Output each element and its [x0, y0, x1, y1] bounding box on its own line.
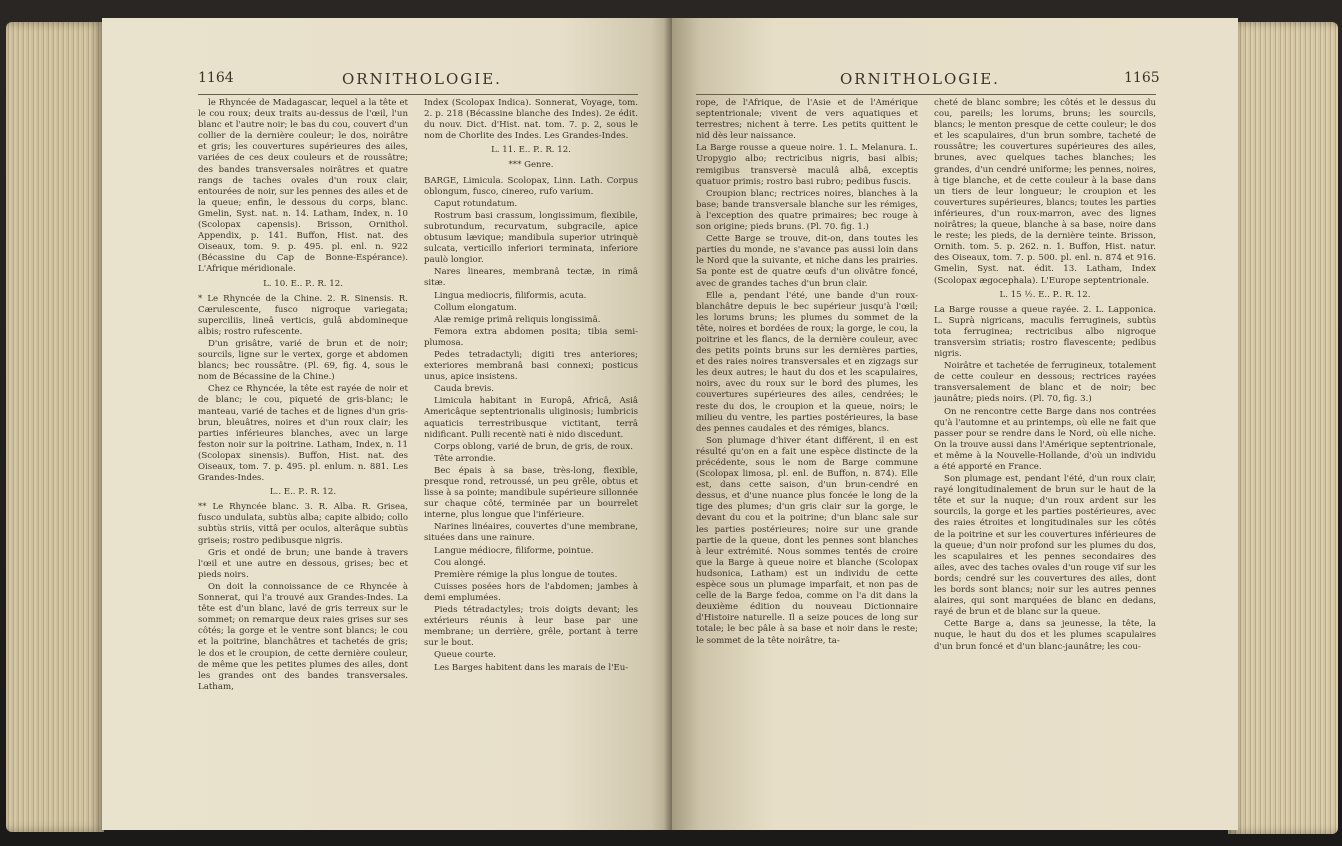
right-column-2 — [934, 98, 1156, 738]
text-paragraph: BARGE, Limicula. Scolopax, Linn. Lath. Corpus oblongum, fusco, cinereo, rufo varium. — [424, 175, 638, 197]
left-page — [102, 18, 674, 830]
left-column-1 — [198, 98, 408, 738]
text-paragraph: Rostrum basi crassum, longissimum, flexibile, subrotundum, recurvatum, subgracile, apice obtusum lævique; mandibula superior utrinquè sulcata, verticillo inferiori terminata, inferiore paulò longior. — [424, 210, 638, 266]
text-paragraph: Corps oblong, varié de brun, de gris, de roux. — [434, 441, 633, 452]
right-page — [672, 18, 1238, 830]
left-page-number: 1164 — [198, 70, 234, 86]
text-paragraph: Pedes tetradactyli; digiti tres anteriores; exteriores membranâ basi connexi; posticus unus, apice insistens. — [424, 349, 638, 383]
text-paragraph: Chez ce Rhyncée, la tête est rayée de noir et de blanc; le cou, piqueté de gris-blanc; le manteau, varié de taches et de lignes d'un gris-brun, bleuâtres, noires et d'un roux clair; les parties inférieures blanches, avec un large feston noir sur la poitrine. Latham, Index, n. 11 (Scolopax sinensis). Buffon, Hist. nat. des Oiseaux, tom. 7. p. 495. pl. enlum. n. 881. Les Grandes-Indes. — [198, 384, 408, 484]
entry-measure-line: L. 11. E.. P.. R. 12. — [491, 145, 571, 156]
text-paragraph: Nares lineares, membranâ tectæ, in rimâ sitæ. — [424, 267, 638, 289]
text-paragraph: Cauda brevis. — [434, 384, 495, 395]
text-paragraph: Queue courte. — [434, 650, 496, 661]
text-paragraph: rope, de l'Afrique, de l'Asie et de l'Amérique septentrionale; vivent de vers aquatiques et terrestres; nichent à terre. Les petits quittent le nid dès leur naissance. — [696, 98, 918, 142]
right-head-rule — [696, 94, 1156, 95]
right-page-block — [1228, 22, 1338, 834]
text-paragraph: Noirâtre et tachetée de ferrugineux, totalement de cette couleur en dessous; rectrices rayées transversalement de blanc et de noir; bec jaunâtre; pieds noirs. (Pl. 70, fig. 3.) — [934, 361, 1156, 405]
left-running-head: ORNITHOLOGIE. — [342, 70, 502, 88]
text-paragraph: Cette Barge se trouve, dit-on, dans toutes les parties du monde, ne s'avance pas aussi loin dans le Nord que la suivante, et niche dans les prairies. Sa ponte est de quatre œufs d'un olivâtre foncé, avec de grandes taches d'un brun clair. — [696, 234, 918, 289]
text-paragraph: La Barge rousse a queue noire. 1. L. Melanura. L. Uropygio albo; rectricibus nigris, basi albis; remigibus transversè maculâ albâ, exceptis quatuor primis; rostro basi rubro; pedibus fuscis. — [696, 143, 918, 187]
text-paragraph: Croupion blanc; rectrices noires, blanches à la base; bande transversale blanche sur les rémiges, à l'exception des quatre primaires; bec rouge à son origine; pieds bruns. (Pl. 70. fig. 1.) — [696, 188, 918, 233]
text-paragraph: Première rémige la plus longue de toutes. — [434, 569, 618, 580]
right-column-1 — [696, 98, 918, 738]
text-paragraph: On ne rencontre cette Barge dans nos contrées qu'à l'automne et au printemps, où elle ne fait que passer pour se rendre dans le Nord, où elle niche. On la trouve aussi dans l'Amérique septentrionale, et même à la Nouvelle-Hollande, d'où un individu a été apporté en France. — [934, 406, 1156, 472]
entry-measure-line: L.. E.. P.. R. 12. — [269, 487, 337, 498]
text-paragraph: Index (Scolopax Indica). Sonnerat, Voyage, tom. 2. p. 218 (Bécassine blanche des Indes). 2e édit. du nouv. Dict. d'Hist. nat. tom. 7. p. 2, sous le nom de Chorlite des Indes. Les Grandes-Indes. — [424, 98, 638, 142]
text-paragraph: Langue médiocre, filiforme, pointue. — [434, 545, 594, 556]
text-paragraph: La Barge rousse a queue rayée. 2. L. Lapponica. L. Suprà nigricans, maculis ferrugineis, subtùs tota ferruginea; rectricibus albo nigroque transversìm striatis; rostro flavescente; pedibus nigris. — [934, 304, 1156, 360]
left-head-rule — [198, 94, 638, 95]
left-page-block — [6, 22, 104, 832]
text-paragraph: Tête arrondie. — [434, 453, 496, 464]
text-paragraph: Cou alongé. — [434, 557, 486, 568]
text-paragraph: Alæ remige primâ reliquis longissimâ. — [434, 314, 601, 325]
entry-measure-line: L. 15 ½. E.. P.. R. 12. — [999, 289, 1091, 300]
text-paragraph: Lingua mediocris, filiformis, acuta. — [434, 290, 587, 301]
text-paragraph: Les Barges habitent dans les marais de l'Eu- — [434, 662, 629, 673]
text-paragraph: Pieds tétradactyles; trois doigts devant; les extérieurs réunis à leur base par une membrane; un derrière, grêle, portant à terre sur le bout. — [424, 605, 638, 649]
text-paragraph: cheté de blanc sombre; les côtés et le dessus du cou, pareils; les lorums, bruns; les sourcils, blancs; le menton presque de cette couleur; le dos et les scapulaires, d'un brun sombre, tacheté de roussâtre; les couvertures supérieures des ailes, brunes, avec quelques taches blanches; les grandes, d'un cendré uniforme; les pennes, noires, à tige blanche, et de cette couleur à la base dans un tiers de leur longueur; le croupion et les couvertures supérieures, blancs; toutes les parties inférieures, d'un roux-marron, avec des lignes noirâtres; la queue, blanche à sa base, noire dans le reste; les pieds, de la dernière teinte. Brisson, Ornith. tom. 5. p. 262. n. 1. Buffon, Hist. natur. des Oiseaux, tom. 7. p. 500. pl. enl. n. 874 et 916. Gmelin, Syst. nat. édit. 13. Latham, Index (Scolopax ægocephala). L'Europe septentrionale. — [934, 98, 1156, 286]
text-paragraph: On doit la connoissance de ce Rhyncée à Sonnerat, qui l'a trouvé aux Grandes-Indes. La tête est d'un blanc, lavé de gris terreux sur le sommet; on remarque deux raies grises sur ses côtés; la gorge et le ventre sont blancs; le cou et la poitrine, blanchâtres et tachetés de gris; le dos et le croupion, de cette dernière couleur, de même que les petites plumes des ailes, dont les grandes ont des bandes transversales. Latham, — [198, 581, 408, 692]
right-page-number: 1165 — [1124, 70, 1160, 86]
text-paragraph: Gris et ondé de brun; une bande à travers l'œil et une autre en dessous, grises; bec et pieds noirs. — [198, 547, 408, 580]
text-paragraph: Cette Barge a, dans sa jeunesse, la tête, la nuque, le haut du dos et les plumes scapulaires d'un brun foncé et d'un blanc-jaunâtre; les cou- — [934, 619, 1156, 652]
text-paragraph: * Le Rhyncée de la Chine. 2. R. Sinensis. R. Cærulescente, fusco nigroque variegata; superciliis, lineâ verticis, gulâ abdomineque albis; rostro rufescente. — [198, 293, 408, 337]
left-column-2 — [424, 98, 638, 738]
entry-measure-line: *** Genre. — [508, 160, 554, 171]
text-paragraph: le Rhyncée de Madagascar, lequel a la tête et le cou roux; deux traits au-dessus de l'œil, l'un blanc et l'autre noir; le bas du cou, couvert d'un collier de la dernière couleur; le dos, noirâtre et gris; les couvertures supérieures des ailes, variées de ces deux couleurs et de roussâtre; des bandes transversales noirâtres et quatre rangs de taches ovales d'un roux clair, entourées de noir, sur les pennes des ailes et de la queue; enfin, le dessous du corps, blanc. Gmelin, Syst. nat. n. 14. Latham, Index, n. 10 (Scolopax capensis). Brisson, Ornithol. Appendix, p. 141. Buffon, Hist. nat. des Oiseaux, tom. 9. p. 495. pl. enl. n. 922 (Bécassine du Cap de Bonne-Espérance). L'Afrique méridionale. — [198, 98, 408, 275]
right-running-head: ORNITHOLOGIE. — [840, 70, 1000, 88]
text-paragraph: Caput rotundatum. — [434, 198, 518, 209]
text-paragraph: Collum elongatum. — [434, 302, 517, 313]
text-paragraph: Cuisses posées hors de l'abdomen; jambes à demi emplumées. — [424, 581, 638, 603]
text-paragraph: Elle a, pendant l'été, une bande d'un roux-blanchâtre depuis le bec supérieur jusqu'à l'œil; les lorums bruns; les plumes du sommet de la tête, noires et bordées de roux; la gorge, le cou, la poitrine et les flancs, de la dernière couleur, avec des petits points bruns sur les dernières parties, et des raies noires transversales et en zigzags sur les deux autres; le haut du dos et les scapulaires, noirs, avec du roux sur le bord des plumes, les couvertures supérieures des ailes, cendrées; le reste du dos, le croupion et la queue, noirs; le milieu du ventre, les parties postérieures, la base des pennes caudales et des rémiges, blancs. — [696, 290, 918, 434]
text-paragraph: Femora extra abdomen posita; tibia semi-plumosa. — [424, 326, 638, 348]
text-paragraph: Limicula habitant in Europâ, Africâ, Asiâ Americâque septentrionalis uliginosis; lumbricis aquaticis terrestribusque victitant, terrâ nidificant. Pulli recentè nati è nido discedunt. — [424, 396, 638, 440]
text-paragraph: Son plumage est, pendant l'été, d'un roux clair, rayé longitudinalement de brun sur le haut de la tête et sur la nuque; d'un roux ardent sur les sourcils, la gorge et les parties postérieures, avec des raies étroites et longitudinales sur les côtés de la poitrine et sur les couvertures inférieures de la queue; d'un noir profond sur les plumes du dos, les scapulaires et les pennes secondaires des ailes, avec des taches ovales d'un rouge vif sur les bords; cendré sur les couvertures des ailes, dont les bords sont blancs; noir sur les autres pennes alaires, qui sont marquées de blanc en dedans, rayé de brun et de blanc sur la queue. — [934, 474, 1156, 618]
text-paragraph: D'un grisâtre, varié de brun et de noir; sourcils, ligne sur le vertex, gorge et abdomen blancs; bec roussâtre. (Pl. 69, fig. 4, sous le nom de Bécassine de la Chine.) — [198, 338, 408, 383]
text-paragraph: Son plumage d'hiver étant différent, il en est résulté qu'on en a fait une espèce distincte de la précédente, sous le nom de Barge commune (Scolopax limosa, pl. enl. de Buffon, n. 874). Elle est, dans cette saison, d'un brun-cendré en dessus, et d'une nuance plus foncée le long de la tige des plumes; d'un gris clair sur la gorge, le devant du cou et la poitrine; d'un blanc sale sur les parties postérieures; noire sur une grande partie de la queue, dont les pennes sont blanches à leur extrémité. Nous sommes tentés de croire que la Barge à queue noire et blanche (Scolopax hudsonica, Latham) est un individu de cette espèce sous un plumage imparfait, et non pas de celle de la Barge fedoa, comme on l'a dit dans la deuxième édition du nouveau Dictionnaire d'Histoire naturelle. Il a seize pouces de long sur totale; le bec pâle à sa base et noir dans le reste; le sommet de la tête noirâtre, ta- — [696, 435, 918, 646]
text-paragraph: Narines linéaires, couvertes d'une membrane, situées dans une rainure. — [424, 522, 638, 544]
entry-measure-line: L. 10. E.. P.. R. 12. — [263, 278, 343, 289]
text-paragraph: ** Le Rhyncée blanc. 3. R. Alba. R. Grisea, fusco undulata, subtùs alba; capite albido; collo subtùs striis, vittâ per oculos, alterâque subtùs griseis; rostro pedibusque nigris. — [198, 502, 408, 546]
text-paragraph: Bec épais à sa base, très-long, flexible, presque rond, retroussé, un peu grêle, obtus et lisse à sa pointe; mandibule supérieure sillonnée sur chaque côté, terminée par un bourrelet interne, plus longue que l'inférieure. — [424, 465, 638, 521]
